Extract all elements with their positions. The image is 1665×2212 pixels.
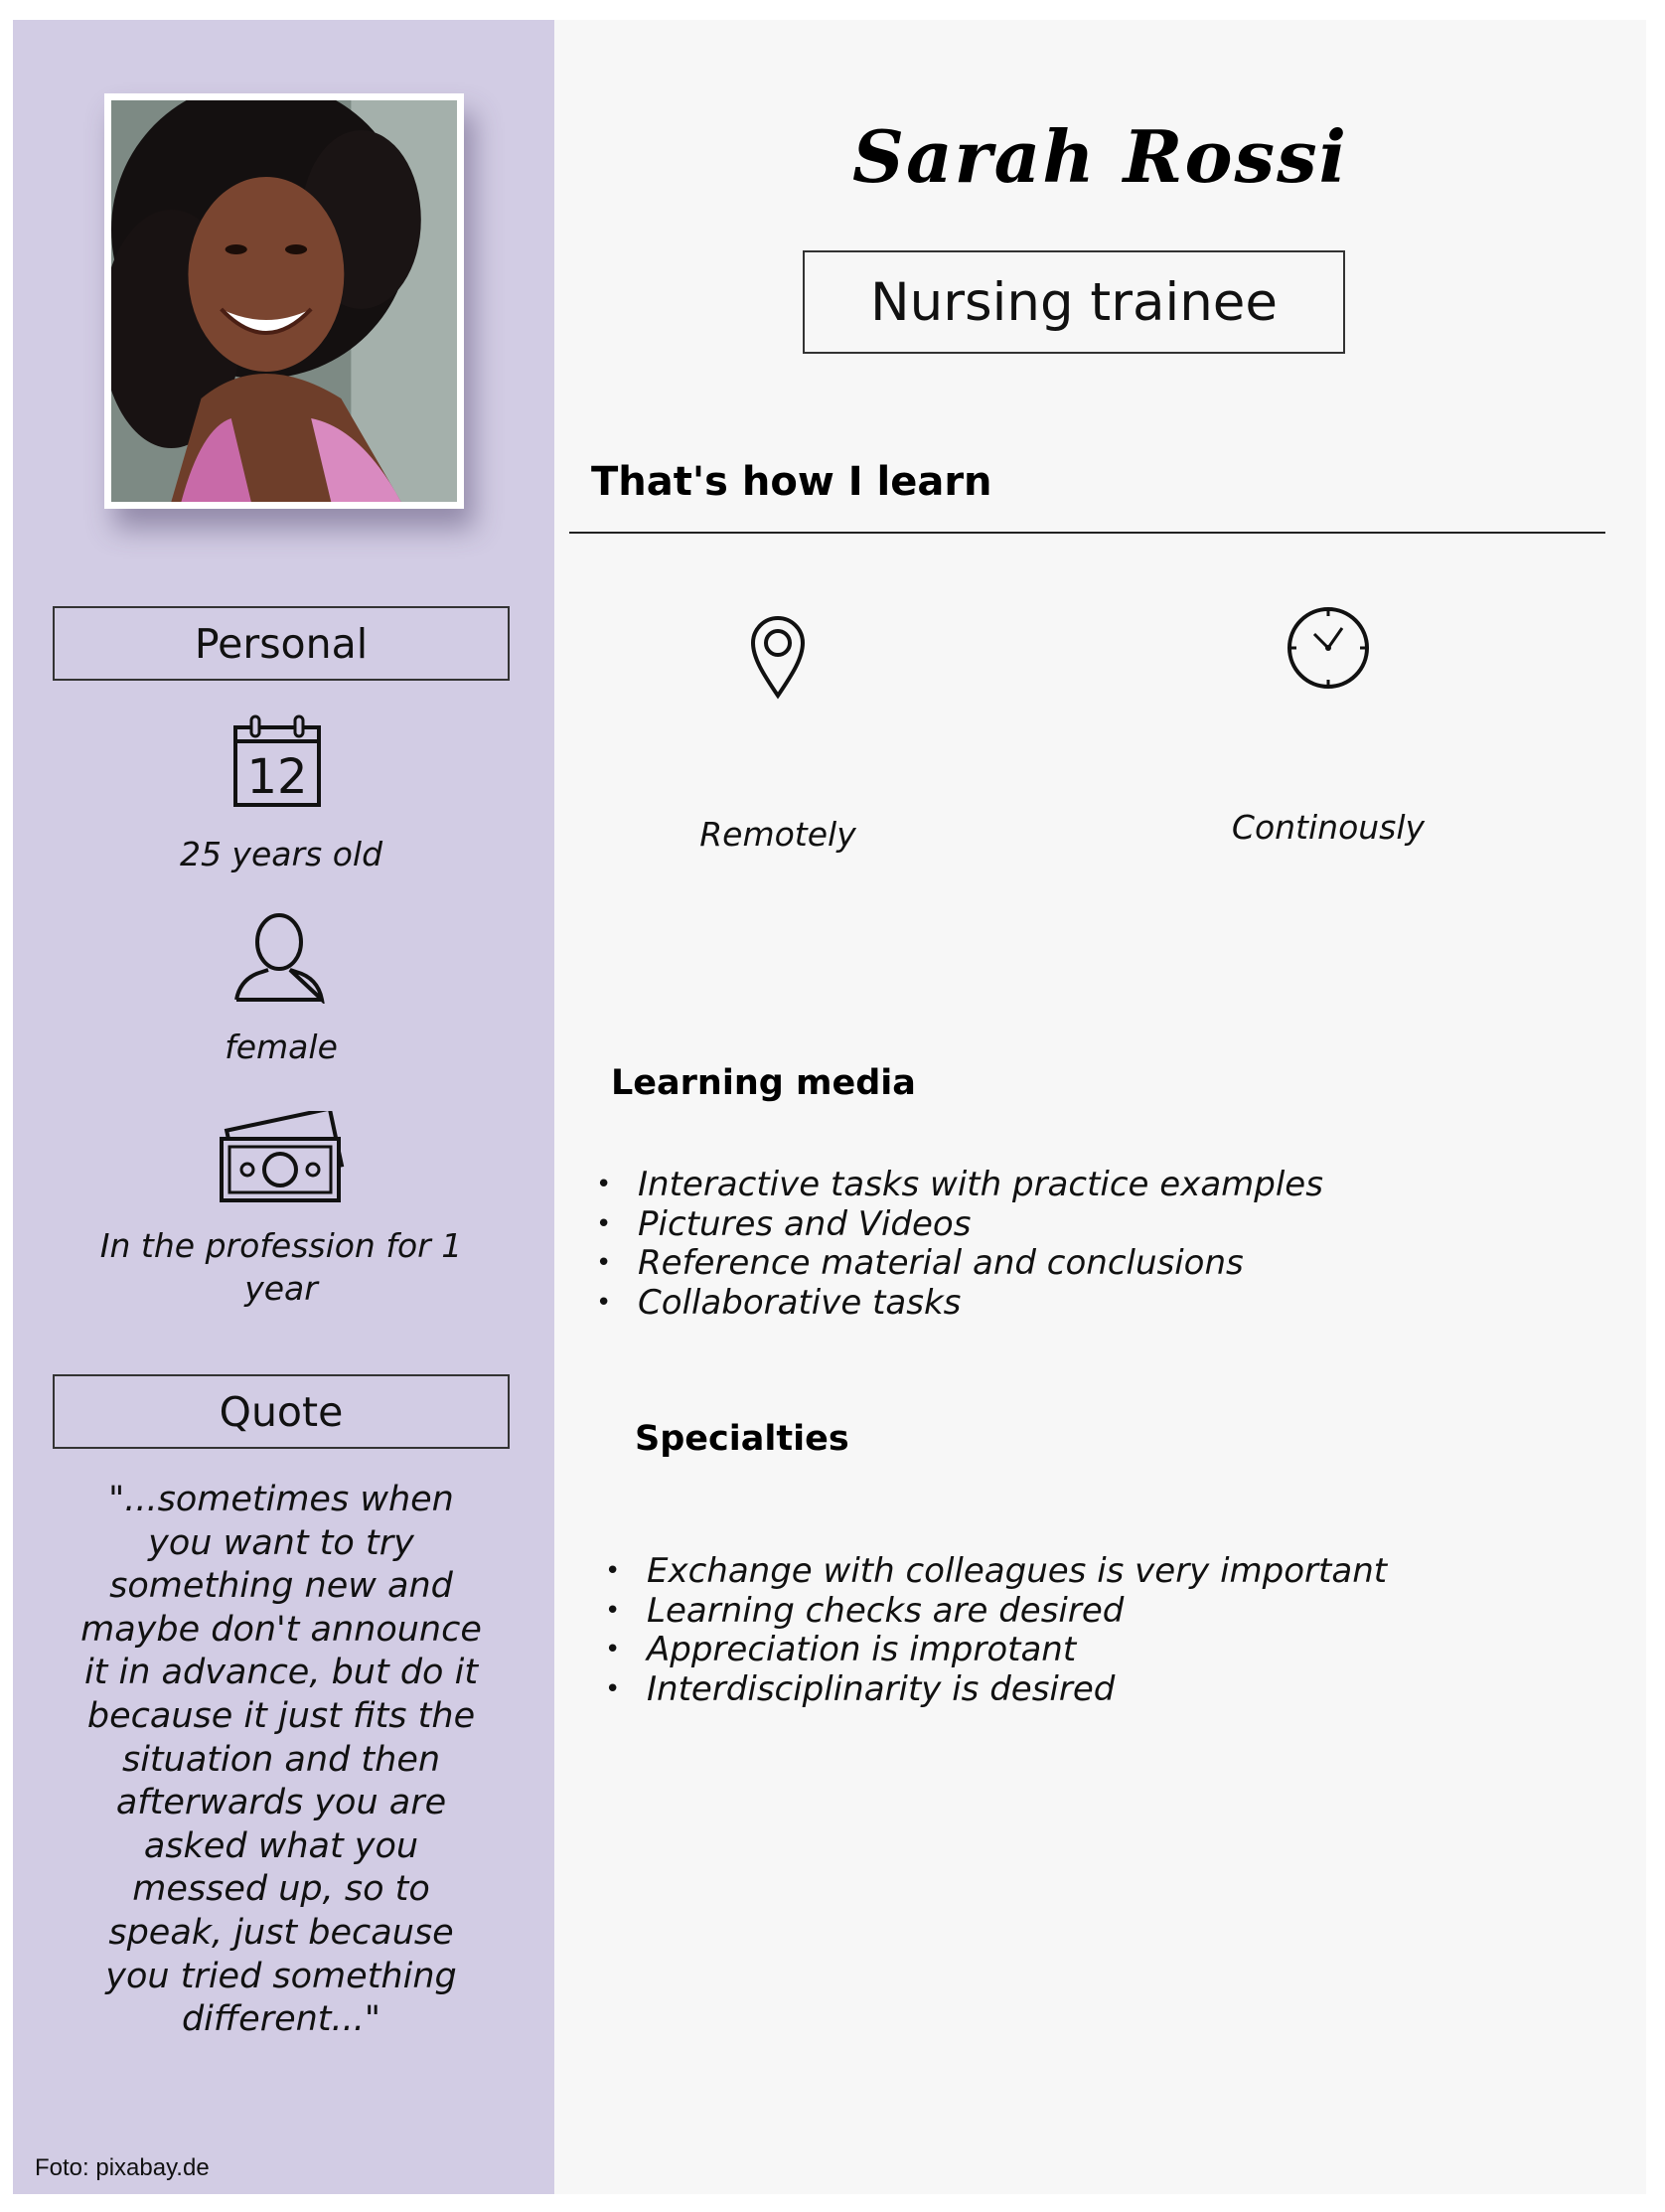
money-icon [218, 1111, 345, 1204]
heading-divider [569, 532, 1605, 534]
person-icon [232, 912, 326, 1004]
list-item: • Learning checks are desired [605, 1592, 1387, 1632]
list-item: • Exchange with colleagues is very important [605, 1552, 1387, 1592]
persona-name: Sarah Rossi [852, 114, 1348, 199]
profile-photo [111, 100, 457, 502]
persona-card [13, 20, 1646, 2194]
photo-credit: Foto: pixabay.de [35, 2154, 210, 2181]
media-heading: Learning media [611, 1063, 916, 1103]
calendar-number: 12 [246, 749, 308, 805]
persona-role: Nursing trainee [803, 250, 1345, 354]
learn-where: Remotely [699, 815, 856, 854]
media-list [596, 1166, 1323, 1323]
quote-text: "...sometimes when you want to try something new and maybe don't announce it in advance, but do it because it just fits the situation and then afterwards you are asked what you messed up, so to speak, just because you tried something different..." [80, 1480, 482, 2040]
list-item: • Reference material and conclusions [596, 1244, 1323, 1284]
clock-icon [1285, 604, 1372, 692]
age-text: 25 years old [179, 835, 383, 873]
list-item: • Interdisciplinarity is desired [605, 1670, 1387, 1710]
location-pin-icon [749, 614, 807, 700]
specialties-list [605, 1552, 1387, 1709]
sidebar [13, 20, 554, 2194]
list-item: • Collaborative tasks [596, 1284, 1323, 1324]
quote-heading: Quote [53, 1374, 510, 1449]
list-item: • Interactive tasks with practice examples [596, 1166, 1323, 1205]
gender-text: female [225, 1027, 338, 1066]
main-content [554, 20, 1646, 2194]
calendar-icon [232, 713, 322, 809]
specialties-heading: Specialties [635, 1419, 849, 1459]
learning-heading: That's how I learn [591, 459, 992, 505]
list-item: • Pictures and Videos [596, 1205, 1323, 1245]
experience-text: In the profession for 1 year [99, 1226, 463, 1308]
profile-photo-frame [104, 93, 464, 509]
personal-heading: Personal [53, 606, 510, 681]
list-item: • Appreciation is improtant [605, 1631, 1387, 1670]
learn-when: Continously [1231, 808, 1426, 847]
